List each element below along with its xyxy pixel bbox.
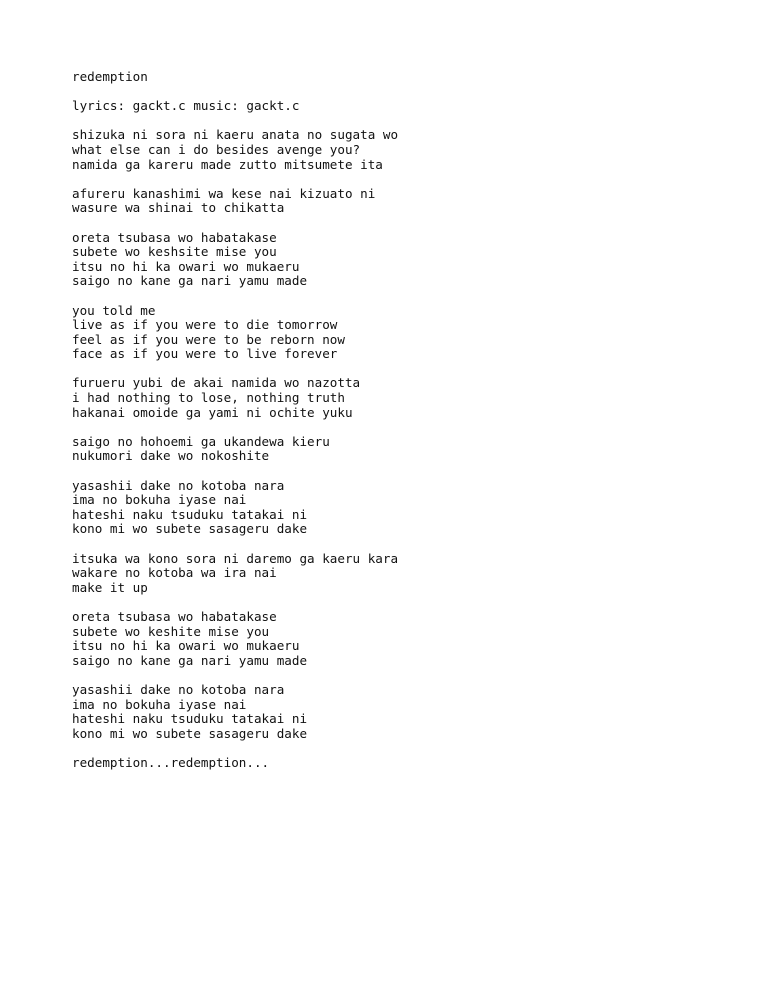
spacer (72, 114, 752, 129)
lyric-line: ima no bokuha iyase nai (72, 492, 247, 508)
stanza (72, 231, 752, 289)
spacer (72, 289, 752, 304)
lyric-line: hateshi naku tsuduku tatakai ni (72, 506, 308, 522)
spacer (72, 216, 752, 231)
lyric-line: wasure wa shinai to chikatta (72, 200, 285, 216)
spacer (72, 172, 752, 187)
lyric-line: saigo no kane ga nari yamu made (72, 652, 308, 668)
lyric-line: saigo no kane ga nari yamu made (72, 273, 308, 289)
stanza (72, 376, 752, 420)
lyric-line: kono mi wo subete sasageru dake (72, 725, 308, 741)
lyric-line: what else can i do besides avenge you? (72, 141, 361, 157)
lyric-line: afureru kanashimi wa kese nai kizuato ni (72, 185, 376, 201)
lyric-line: hakanai omoide ga yami ni ochite yuku (72, 404, 353, 420)
spacer (72, 741, 752, 756)
lyric-line: make it up (72, 579, 148, 595)
stanza (72, 552, 752, 596)
spacer (72, 85, 752, 100)
lyric-line: nukumori dake wo nokoshite (72, 448, 270, 464)
lyric-line: itsuka wa kono sora ni daremo ga kaeru kara (72, 550, 399, 566)
lyric-line: feel as if you were to be reborn now (72, 331, 345, 347)
lyrics-body (72, 128, 752, 770)
lyric-line: you told me (72, 302, 156, 318)
lyric-line: itsu no hi ka owari wo mukaeru (72, 258, 300, 274)
spacer (72, 595, 752, 610)
lyric-line: namida ga kareru made zutto mitsumete ita (72, 156, 383, 172)
spacer (72, 464, 752, 479)
lyric-line: yasashii dake no kotoba nara (72, 681, 285, 697)
song-title: redemption (72, 69, 148, 84)
stanza (72, 610, 752, 668)
stanza (72, 756, 752, 771)
lyric-line: redemption...redemption... (72, 754, 270, 770)
lyric-line: furueru yubi de akai namida wo nazotta (72, 375, 361, 391)
lyric-line: oreta tsubasa wo habatakase (72, 608, 277, 624)
lyrics-document (72, 70, 752, 771)
stanza (72, 187, 752, 216)
lyric-line: i had nothing to lose, nothing truth (72, 390, 345, 406)
lyric-line: hateshi naku tsuduku tatakai ni (72, 711, 308, 727)
spacer (72, 362, 752, 377)
spacer (72, 668, 752, 683)
lyric-line: live as if you were to die tomorrow (72, 317, 338, 333)
spacer (72, 420, 752, 435)
stanza (72, 304, 752, 362)
lyric-line: ima no bokuha iyase nai (72, 696, 247, 712)
song-credits: lyrics: gackt.c music: gackt.c (72, 98, 300, 114)
lyric-line: wakare no kotoba wa ira nai (72, 565, 277, 581)
lyric-line: saigo no hohoemi ga ukandewa kieru (72, 433, 330, 449)
stanza (72, 128, 752, 172)
stanza (72, 479, 752, 537)
lyric-line: subete wo keshsite mise you (72, 244, 277, 260)
stanza (72, 683, 752, 741)
lyric-line: oreta tsubasa wo habatakase (72, 229, 277, 245)
lyric-line: kono mi wo subete sasageru dake (72, 521, 308, 537)
stanza (72, 435, 752, 464)
spacer (72, 537, 752, 552)
lyric-line: subete wo keshite mise you (72, 623, 270, 639)
lyric-line: face as if you were to live forever (72, 346, 338, 362)
lyric-line: itsu no hi ka owari wo mukaeru (72, 638, 300, 654)
lyric-line: yasashii dake no kotoba nara (72, 477, 285, 493)
lyric-line: shizuka ni sora ni kaeru anata no sugata wo (72, 127, 399, 143)
